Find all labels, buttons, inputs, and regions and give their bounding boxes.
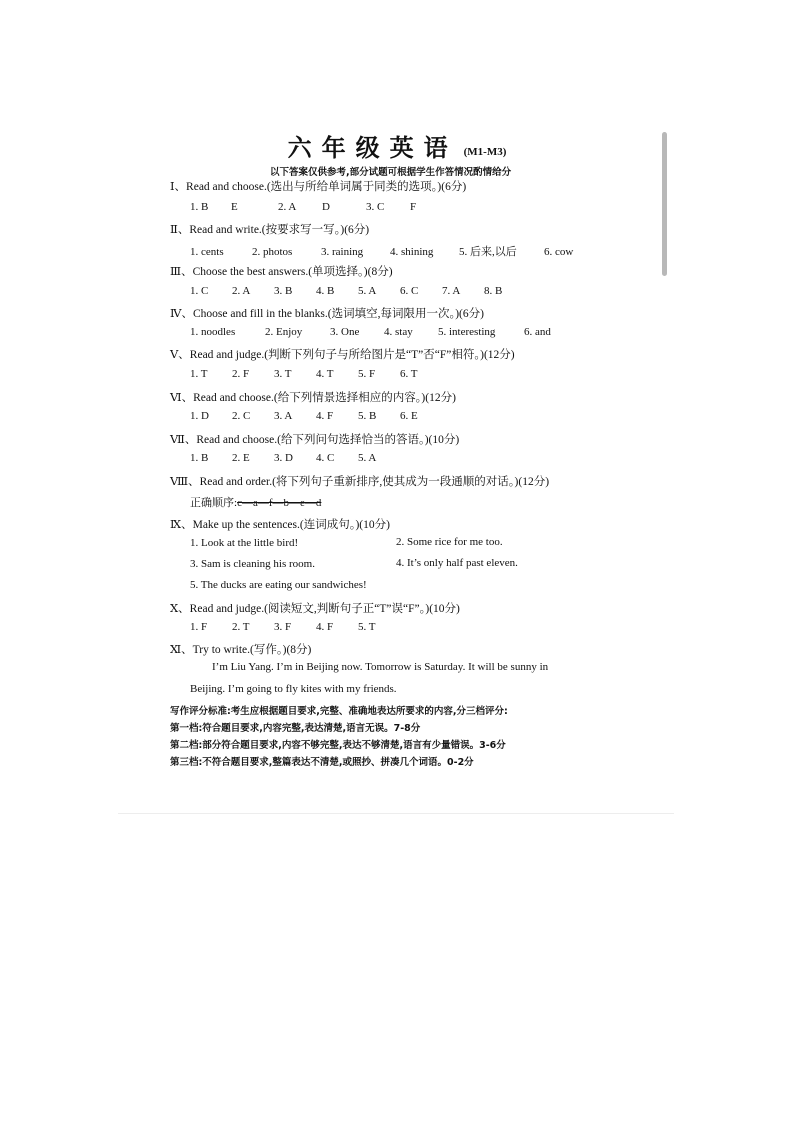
- answer: 4. C: [316, 452, 335, 464]
- answer: 5. interesting: [438, 326, 496, 338]
- section-3-heading: Ⅲ、Choose the best answers.(单项选择。)(8分): [170, 266, 393, 278]
- section-9-heading: Ⅸ、Make up the sentences.(连词成句。)(10分): [170, 519, 390, 531]
- answer: 4. T: [316, 368, 334, 380]
- answer: 6. T: [400, 368, 418, 380]
- answer: 4. shining: [390, 246, 434, 258]
- page-title: 六年级英语: [287, 133, 458, 162]
- answer: 5. 后来,以后: [459, 246, 517, 258]
- section-1-answers: [190, 201, 416, 213]
- order-value: c—a—f—b—e—d: [237, 497, 322, 509]
- answer: 6. C: [400, 285, 419, 297]
- answer: 1. F: [190, 621, 208, 633]
- module-range: (M1-M3): [463, 146, 507, 159]
- answer: 1. D: [190, 410, 209, 422]
- answer: 2. Enjoy: [265, 326, 303, 338]
- answer: 3. C: [366, 201, 385, 213]
- answer: 1. C: [190, 285, 209, 297]
- sentence: 1. Look at the little bird!: [190, 537, 299, 549]
- answer: 6. and: [524, 326, 551, 338]
- answer: 4. F: [316, 410, 334, 422]
- essay-line-2: Beijing. I’m going to fly kites with my friends.: [190, 683, 397, 695]
- answer: 3. raining: [321, 246, 364, 258]
- answer: 8. B: [484, 285, 503, 297]
- page-divider: [118, 813, 674, 814]
- section-10-answers: [190, 621, 376, 633]
- answer: 3. D: [274, 452, 293, 464]
- sentence: 5. The ducks are eating our sandwiches!: [190, 579, 367, 591]
- order-label: 正确顺序:: [190, 497, 238, 509]
- answer: F: [410, 201, 417, 213]
- criteria-level-2: 第二档:部分符合题目要求,内容不够完整,表达不够清楚,语言有少量错误。3-6分: [170, 740, 506, 751]
- section-6-heading: Ⅵ、Read and choose.(给下列情景选择相应的内容。)(12分): [170, 392, 456, 404]
- answer: 2. photos: [252, 246, 293, 258]
- answer: 5. B: [358, 410, 377, 422]
- section-3-answers: [190, 285, 502, 297]
- answer: 3. T: [274, 368, 292, 380]
- section-2-heading: Ⅱ、Read and write.(按要求写一写。)(6分): [170, 224, 370, 236]
- criteria-level-3: 第三档:不符合题目要求,整篇表达不清楚,或照抄、拼凑几个词语。0-2分: [170, 757, 474, 768]
- title-row: [0, 128, 794, 163]
- section-10-heading: Ⅹ、Read and judge.(阅读短文,判断句子正“T”误“F”。)(10分): [170, 603, 460, 615]
- section-7-answers: [190, 452, 376, 464]
- sentence: 4. It’s only half past eleven.: [396, 557, 518, 569]
- sentence: 3. Sam is cleaning his room.: [190, 558, 315, 570]
- sentence: 2. Some rice for me too.: [396, 536, 503, 548]
- scrollbar-thumb[interactable]: [662, 132, 667, 276]
- section-4-heading: Ⅳ、Choose and fill in the blanks.(选词填空,每词限用一次。)(6分): [170, 308, 484, 320]
- section-6-answers: [190, 410, 418, 422]
- answer: 3. One: [330, 326, 360, 338]
- section-8-order: [190, 494, 321, 510]
- answer: 4. F: [316, 621, 334, 633]
- section-8-heading: Ⅷ、Read and order.(将下列句子重新排序,使其成为一段通顺的对话。)(12分): [170, 476, 550, 488]
- answer-note: 以下答案仅供参考,部分试题可根据学生作答情况酌情给分: [270, 167, 512, 178]
- answer: 1. B: [190, 452, 209, 464]
- criteria-level-1: 第一档:符合题目要求,内容完整,表达清楚,语言无误。7-8分: [170, 723, 421, 734]
- answer: 3. B: [274, 285, 293, 297]
- criteria-intro: 写作评分标准:考生应根据题目要求,完整、准确地表达所要求的内容,分三档评分:: [170, 706, 508, 717]
- answer: 5. A: [358, 285, 377, 297]
- answer: 5. F: [358, 368, 376, 380]
- answer: 6. cow: [544, 246, 574, 258]
- answer: 3. F: [274, 621, 292, 633]
- answer: 2. A: [232, 285, 251, 297]
- answer: 7. A: [442, 285, 461, 297]
- answer: 2. F: [232, 368, 250, 380]
- section-5-heading: Ⅴ、Read and judge.(判断下列句子与所给图片是“T”否“F”相符。)(12分): [170, 349, 515, 361]
- answer: 3. A: [274, 410, 293, 422]
- answer: 1. B: [190, 201, 209, 213]
- answer: 5. A: [358, 452, 377, 464]
- answer: 1. cents: [190, 246, 224, 258]
- section-5-answers: [190, 368, 418, 380]
- answer: 2. T: [232, 621, 250, 633]
- answer: 5. T: [358, 621, 376, 633]
- answer: E: [231, 201, 238, 213]
- answer: 1. T: [190, 368, 208, 380]
- section-1-heading: Ⅰ、Read and choose.(选出与所给单词属于同类的选项。)(6分): [170, 181, 467, 193]
- answer: 2. C: [232, 410, 251, 422]
- answer: 6. E: [400, 410, 418, 422]
- answer: 4. B: [316, 285, 335, 297]
- section-4-answers: [190, 326, 551, 338]
- section-11-heading: Ⅺ、Try to write.(写作。)(8分): [170, 644, 312, 656]
- answer: 1. noodles: [190, 326, 236, 338]
- section-2-answers: [190, 243, 573, 259]
- section-7-heading: Ⅶ、Read and choose.(给下列问句选择恰当的答语。)(10分): [170, 434, 460, 446]
- answer: 4. stay: [384, 326, 413, 338]
- essay-line-1: I’m Liu Yang. I’m in Beijing now. Tomorrow is Saturday. It will be sunny in: [212, 661, 549, 673]
- answer: 2. A: [278, 201, 297, 213]
- answer: D: [322, 201, 330, 213]
- answer: 2. E: [232, 452, 250, 464]
